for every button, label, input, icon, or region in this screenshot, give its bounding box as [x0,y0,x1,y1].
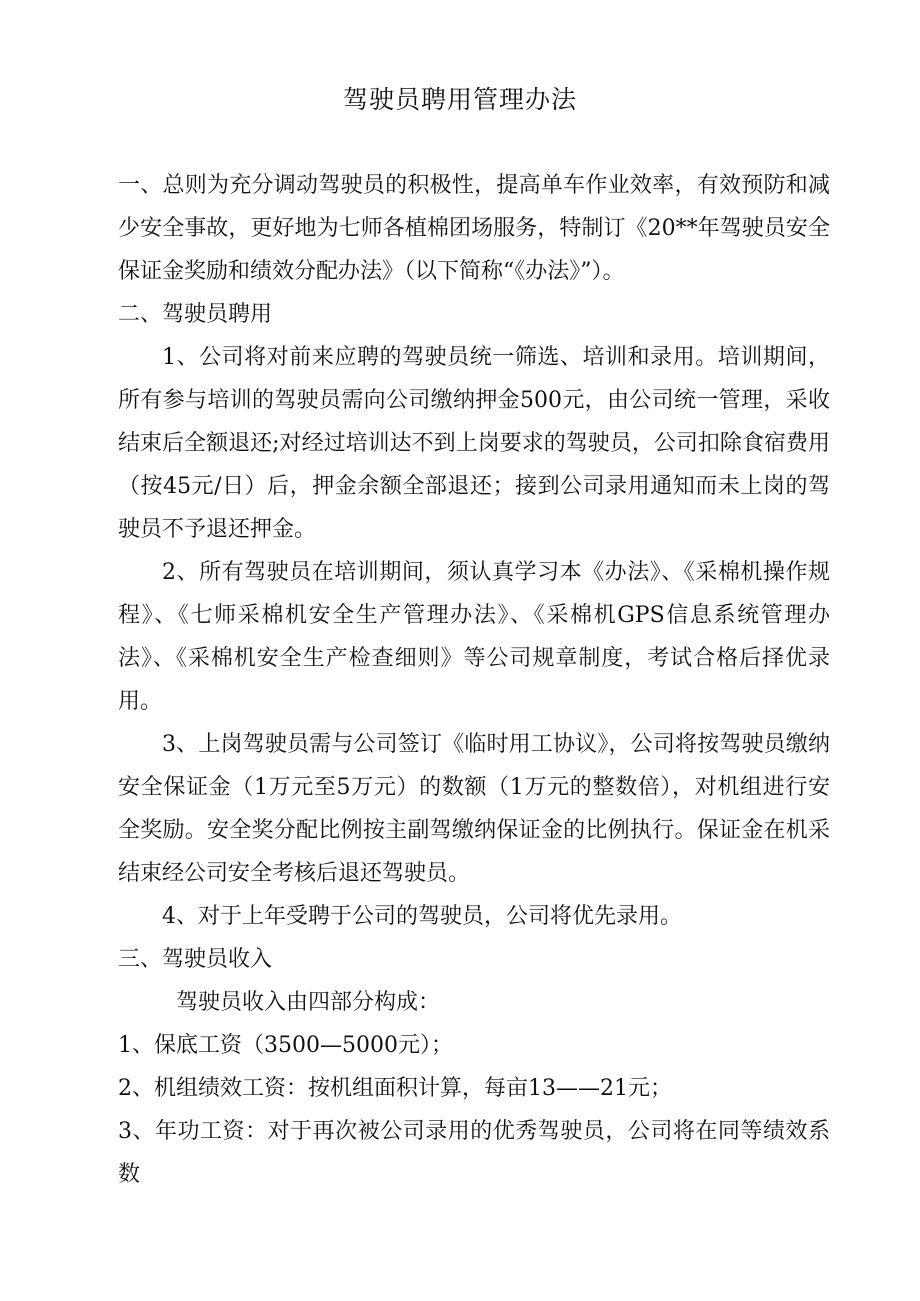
heading-driver-income: 三、驾驶员收入 [118,947,273,972]
list-item-performance-pay: 2、机组绩效工资：按机组面积计算，每亩13——21元； [118,1076,672,1101]
paragraph-hiring-item-2: 2、所有驾驶员在培训期间，须认真学习本《办法》、《采棉机操作规程》、《七师采棉机安全生产管理办法》、《采棉机GPS信息系统管理办法》、《采棉机安全生产检查细则》等公司规章制度，考试合格后择优录用。 [118,560,830,714]
paragraph-hiring-item-4: 4、对于上年受聘于公司的驾驶员，公司将优先录用。 [162,904,682,929]
heading-driver-hiring: 二、驾驶员聘用 [118,302,273,327]
paragraph-hiring-item-1: 1、公司将对前来应聘的驾驶员统一筛选、培训和录用。培训期间，所有参与培训的驾驶员需向公司缴纳押金500元，由公司统一管理，采收结束后全额退还;对经过培训达不到上岗要求的驾驶员，公司扣除食宿费用（按45元/日）后，押金余额全部退还；接到公司录用通知而未上岗的驾驶员不予退还押金。 [118,345,830,542]
document-title: 驾驶员聘用管理办法 [342,85,577,114]
paragraph-hiring-item-3: 3、上岗驾驶员需与公司签订《临时用工协议》，公司将按驾驶员缴纳安全保证金（1万元至5万元）的数额（1万元的整数倍），对机组进行安全奖励。安全奖分配比例按主副驾缴纳保证金的比例执行。保证金在机采结束经公司安全考核后退还驾驶员。 [118,732,830,886]
list-item-seniority-pay: 3、年功工资：对于再次被公司录用的优秀驾驶员，公司将在同等绩效系数 [118,1119,830,1187]
paragraph-income-intro: 驾驶员收入由四部分构成： [176,990,441,1015]
paragraph-general-principles: 一、总则为充分调动驾驶员的积极性，提高单车作业效率，有效预防和减少安全事故，更好地为七师各植棉团场服务，特制订《20**年驾驶员安全保证金奖励和绩效分配办法》（以下简称“《办法》”）。 [118,173,830,284]
document-body [118,164,830,1196]
list-item-base-salary: 1、保底工资（3500—5000元）； [118,1033,453,1058]
